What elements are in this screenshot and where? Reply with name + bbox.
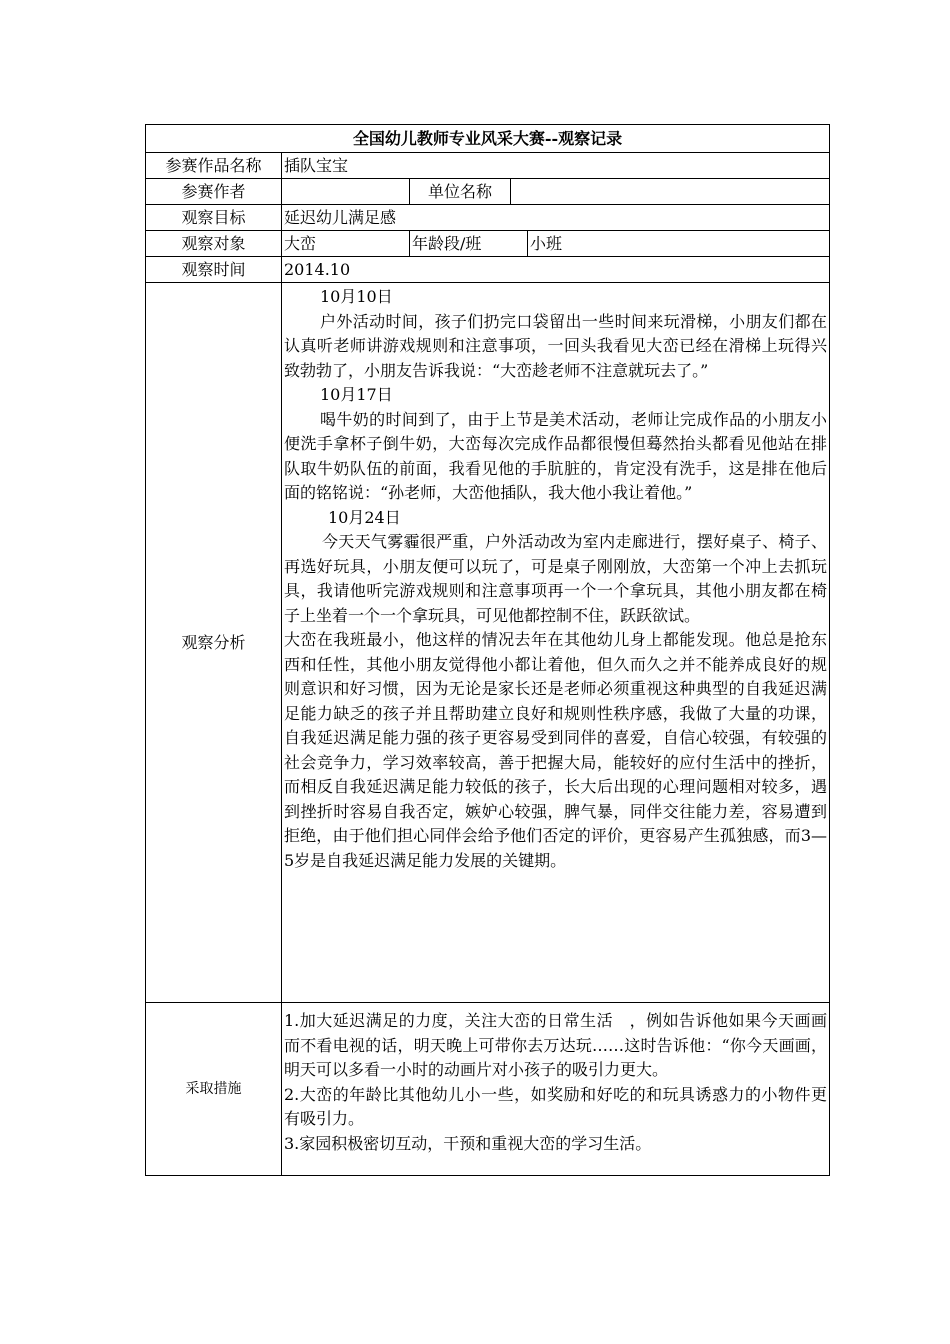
measure-item-2: 2.大峦的年龄比其他幼儿小一些，如奖励和好吃的和玩具诱惑力的小物件更有吸引力。 xyxy=(284,1084,827,1128)
form-title: 全国幼儿教师专业风采大赛--观察记录 xyxy=(146,125,830,153)
measure-item-1: 1.加大延迟满足的力度，关注大峦的日常生活 ，例如告诉他如果今天画画而不看电视的话，明天晚上可带你去万达玩……这时告诉他：“你今天画画，明天可以多看一小时的动画片对小孩子的吸引力更大。 xyxy=(284,1011,827,1079)
measures-content xyxy=(282,1003,830,1176)
unit-value xyxy=(511,179,830,205)
goal-label: 观察目标 xyxy=(146,205,282,231)
record-table xyxy=(145,124,830,1176)
subject-label: 观察对象 xyxy=(146,231,282,257)
unit-label: 单位名称 xyxy=(410,179,511,205)
analysis-date-2: 10月17日 xyxy=(320,385,393,404)
subject-value: 大峦 xyxy=(282,231,410,257)
analysis-label: 观察分析 xyxy=(146,283,282,1003)
entry-name-label: 参赛作品名称 xyxy=(146,153,282,179)
measure-item-3: 3.家园积极密切互动，干预和重视大峦的学习生活。 xyxy=(284,1133,652,1153)
analysis-paragraph-2: 喝牛奶的时间到了，由于上节是美术活动，老师让完成作品的小朋友小便洗手拿杯子倒牛奶，大峦每次完成作品都很慢但蓦然抬头都看见他站在排队取牛奶队伍的前面，我看见他的手肮脏的，肯定没有洗手，这是排在他后面的铭铭说：“孙老师，大峦他插队，我大他小我让着他。” xyxy=(284,409,827,502)
author-value xyxy=(282,179,410,205)
time-value: 2014.10 xyxy=(282,257,830,283)
author-label: 参赛作者 xyxy=(146,179,282,205)
analysis-paragraph-4: 大峦在我班最小，他这样的情况去年在其他幼儿身上都能发现。他总是抢东西和任性，其他小朋友觉得他小都让着他，但久而久之并不能养成良好的规则意识和好习惯，因为无论是家长还是老师必须重视这种典型的自我延迟满足能力缺乏的孩子并且帮助建立良好和规则性秩序感，我做了大量的功课，自我延迟满足能力强的孩子更容易受到同伴的喜爱，自信心较强，有较强的社会竞争力，学习效率较高，善于把握大局，能较好的应付生活中的挫折，而相反自我延迟满足能力较低的孩子，长大后出现的心理问题相对较多，遇到挫折时容易自我否定，嫉妒心较强，脾气暴，同伴交往能力差，容易遭到拒绝，由于他们担心同伴会给予他们否定的评价，更容易产生孤独感，而3—5岁是自我延迟满足能力发展的关键期。 xyxy=(284,630,827,870)
analysis-paragraph-3: 今天天气雾霾很严重，户外活动改为室内走廊进行，摆好桌子、椅子、再选好玩具，小朋友便可以玩了，可是桌子刚刚放，大峦第一个冲上去抓玩具，我请他听完游戏规则和注意事项再一个一个拿玩具，其他小朋友都在椅子上坐着一个一个拿玩具，可见他都控制不住，跃跃欲试。 xyxy=(284,532,827,625)
analysis-date-1: 10月10日 xyxy=(320,287,393,306)
analysis-paragraph-1: 户外活动时间，孩子们扔完口袋留出一些时间来玩滑梯，小朋友们都在认真听老师讲游戏规则和注意事项，一回头我看见大峦已经在滑梯上玩得兴致勃勃了，小朋友告诉我说：“大峦趁老师不注意就玩去了。” xyxy=(284,311,827,380)
goal-value: 延迟幼儿满足感 xyxy=(282,205,830,231)
observation-record-form xyxy=(145,124,829,1176)
measures-label: 采取措施 xyxy=(146,1003,282,1176)
age-value: 小班 xyxy=(528,231,830,257)
time-label: 观察时间 xyxy=(146,257,282,283)
entry-name-value: 插队宝宝 xyxy=(282,153,830,179)
analysis-date-3: 10月24日 xyxy=(328,507,401,527)
age-label: 年龄段/班 xyxy=(410,231,528,257)
analysis-content xyxy=(282,283,830,1003)
